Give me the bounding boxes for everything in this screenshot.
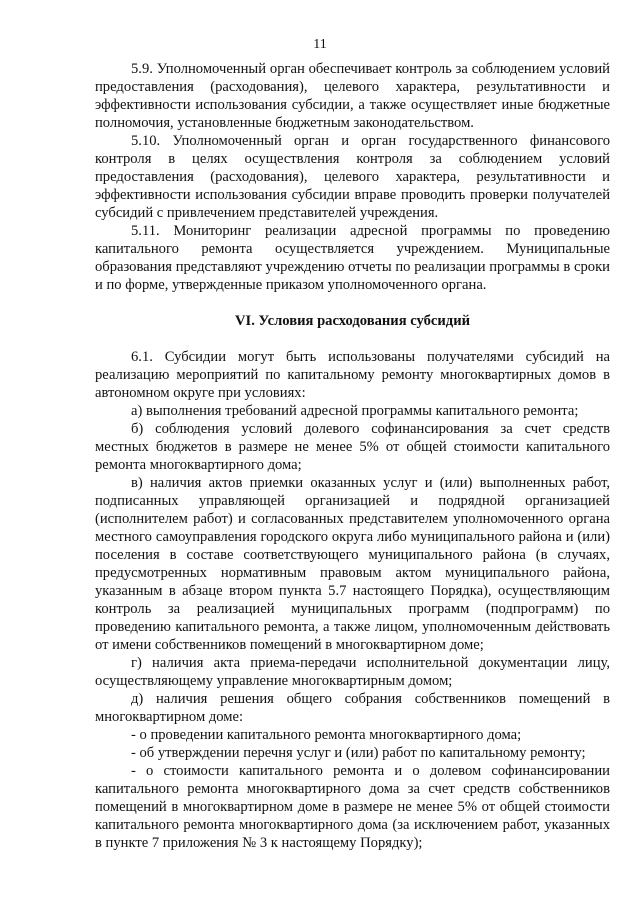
condition-a: а) выполнения требований адресной программы капитального ремонта;	[131, 403, 579, 419]
condition-b: б) соблюдения условий долевого софинансирования за счет средств местных бюджетов в размере не менее 5% от общей стоимости капитального ремонта многоквартирного дома;	[95, 421, 610, 473]
paragraph-5-9: 5.9. Уполномоченный орган обеспечивает контроль за соблюдением условий предоставления (расходования), целевого характера, результативности и эффективности использования субсидии, а также осуществляет иные бюджетные полномочия, установленные бюджетным законодательством.	[95, 61, 610, 131]
condition-v: в) наличия актов приемки оказанных услуг и (или) выполненных работ, подписанных управляющей организацией и подрядной организацией (исполнителем работ) и согласованных представителем уполномоченного органа местного самоуправления городского округа либо муниципального района и (или) поселения в составе соответствующего муниципального района (в случаях, предусмотренных нормативным правовым актом муниципального района, указанным в абзаце втором пункта 5.7 настоящего Порядка), осуществляющим контроль за реализацией муниципальных программ (подпрограмм) по проведению капитального ремонта, а также лицом, уполномоченным действовать от имени собственников помещений в многоквартирном доме;	[95, 475, 610, 653]
list-item: - о стоимости капитального ремонта и о долевом софинансировании капитального ремонта многоквартирного дома за счет средств собственников помещений в многоквартирном доме в размере не менее 5% от общей стоимости капитального ремонта многоквартирного дома (за исключением работ, указанных в пункте 7 приложения № 3 к настоящему Порядку);	[95, 763, 610, 851]
list-item: - об утверждении перечня услуг и (или) работ по капитальному ремонту;	[131, 745, 586, 761]
condition-d: д) наличия решения общего собрания собственников помещений в многоквартирном доме:	[95, 691, 610, 725]
paragraph-5-10: 5.10. Уполномоченный орган и орган государственного финансового контроля в целях осуществления контроля за соблюдением условий предоставления (расходования), целевого характера, результативности и эффективности использования субсидии вправе проводить проверки получателей субсидий с привлечением представителей учреждения.	[95, 133, 610, 221]
list-item: - о проведении капитального ремонта многоквартирного дома;	[131, 727, 522, 743]
document-body	[95, 60, 610, 852]
condition-g: г) наличия акта приема-передачи исполнительной документации лицу, осуществляющему управление многоквартирным домом;	[95, 655, 610, 689]
paragraph-6-1: 6.1. Субсидии могут быть использованы получателями субсидий на реализацию мероприятий по капитальному ремонту многоквартирных домов в автономном округе при условиях:	[95, 349, 610, 401]
page-number: 11	[313, 37, 327, 52]
section-heading: VI. Условия расходования субсидий	[234, 313, 471, 329]
paragraph-5-11: 5.11. Мониторинг реализации адресной программы по проведению капитального ремонта осуществляется учреждением. Муниципальные образования представляют учреждению отчеты по реализации программы в сроки и по форме, утвержденные приказом уполномоченного органа.	[95, 223, 610, 293]
